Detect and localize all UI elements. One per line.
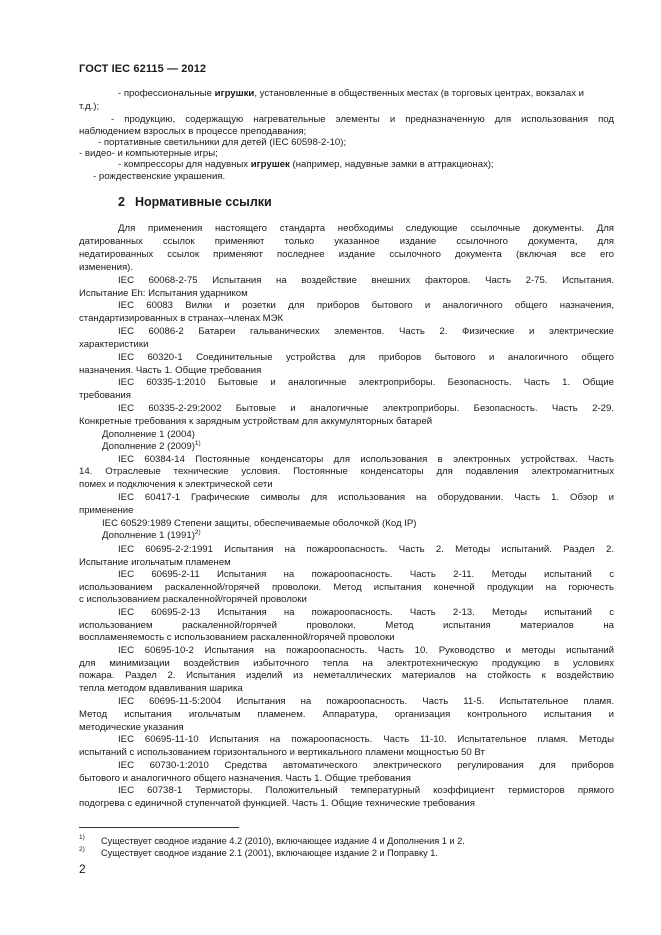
reference-line: с использованием раскаленной/горячей проволоки [79, 594, 307, 605]
reference-line: Дополнение 1 (2004) [102, 429, 195, 440]
body-line: изменения). [79, 262, 134, 273]
section-heading [118, 195, 272, 209]
reference-line: бытового и аналогичного общего назначения. Часть 1. Общие требования [79, 773, 411, 784]
reference-line: IEC 60335-1:2010 Бытовые и аналогичные электроприборы. Безопасность. Часть 1. Общие [118, 377, 614, 388]
footnote-text: Существует сводное издание 2.1 (2001), включающее издание 2 и Поправку 1. [101, 848, 438, 858]
reference-line: IEC 60384-14 Постоянные конденсаторы для использования в электронных устройствах. Часть [118, 454, 614, 465]
reference-line: характеристики [79, 339, 149, 350]
reference-line: IEC 60695-11-5:2004 Испытания на пожароопасность. Часть 11-5. Испытательное пламя. [118, 696, 614, 707]
reference-line: IEC 60335-2-29:2002 Бытовые и аналогичные электроприборы. Безопасность. Часть 2-29. [118, 403, 614, 414]
reference-line: IEC 60086-2 Батареи гальванических элементов. Часть 2. Физические и электрические [118, 326, 614, 337]
reference-line: помех и подключения к электрической сети [79, 479, 273, 490]
reference-line: Испытание игольчатым пламенем [79, 557, 231, 568]
reference-line: стандартизированных в странах–членах МЭК [79, 313, 284, 324]
list-item: - компрессоры для надувных игрушек (например, надувные замки в аттракционах); [118, 159, 494, 170]
reference-line: Дополнение 1 $(1991)^{2)}$ [102, 529, 201, 541]
reference-line: IEC 60529:1989 Степени защиты, обеспечиваемые оболочкой (Код IP) [102, 518, 417, 529]
list-item: - видео- и компьютерные игры; [79, 148, 218, 159]
reference-line: IEC 60695-11-10 Испытания на пожароопасность. Часть 11-10. Испытательное пламя. Методы [118, 734, 614, 745]
reference-line: Метод испытания игольчатым пламенем. Аппаратура, организация контрольного испытания и [79, 709, 614, 720]
reference-line: IEC 60417-1 Графические символы для использования на оборудовании. Часть 1. Обзор и [118, 492, 614, 503]
reference-line: IEC 60695-2-13 Испытания на пожароопасность. Часть 2-13. Методы испытаний с [118, 607, 614, 618]
list-item: - рождественские украшения. [93, 171, 226, 182]
footnote-mark: 1) [79, 834, 85, 841]
section-number: 2 [118, 195, 125, 209]
footnote-ref: 1) [194, 440, 201, 447]
reference-line: IEC 60068-2-75 Испытания на воздействие внешних факторов. Часть 2-75. Испытания. [118, 275, 614, 286]
reference-line: методические указания [79, 722, 184, 733]
reference-line: применение [79, 505, 134, 516]
footnote-ref: 2) [194, 529, 201, 536]
reference-line: IEC 60738-1 Термисторы. Положительный температурный коэффициент термисторов прямого [118, 785, 614, 796]
list-item: т.д.); [79, 101, 100, 112]
list-item: наблюдением взрослых в процессе преподавания; [79, 126, 307, 137]
reference-line: использованием раскаленной/горячей проволоки. Метод испытания конечной продукции на горючесть [79, 582, 614, 593]
reference-line: испытаний с использованием горизонтального и вертикального пламени мощностью 50 Вт [79, 747, 485, 758]
reference-line: использованием раскаленной/горячей проволоки. Метод испытания материалов на [79, 620, 614, 631]
reference-line: требования [79, 390, 131, 401]
reference-line: воспламеняемость с использованием раскаленной/горячей проволоки [79, 632, 395, 643]
reference-line: IEC 60730-1:2010 Средства автоматического электрического регулирования для приборов [118, 760, 614, 771]
list-item: - портативные светильники для детей (IEC 60598-2-10); [98, 137, 347, 148]
body-line: Для применения настоящего стандарта необходимы следующие ссылочные документы. Для [118, 223, 614, 234]
reference-line: 14. Отраслевые технические условия. Постоянные конденсаторы для подавления электромагнитных [79, 466, 614, 477]
footnote [79, 847, 438, 859]
section-title: Нормативные ссылки [134, 195, 272, 209]
footnote-divider [79, 827, 239, 828]
list-item: - профессиональные игрушки, установленные в общественных местах (в торговых центрах, вокзалах и [118, 88, 585, 99]
page-number: 2 [79, 862, 86, 876]
reference-line: Конкретные требования к зарядным устройствам для аккумуляторных батарей [79, 416, 433, 427]
reference-line: подогрева с единичной ступенчатой функцией. Часть 1. Общие технические требования [79, 798, 475, 809]
reference-line: для минимизации воздействия избыточного тепла на электротехническую продукцию в условиях [79, 658, 614, 669]
footnote-text: Существует сводное издание 4.2 (2010), включающее издание 4 и Дополнения 1 и 2. [101, 836, 465, 846]
reference-line: IEC 60695-2-2:1991 Испытания на пожароопасность. Часть 2. Методы испытаний. Раздел 2. [118, 544, 614, 555]
document-header: ГОСТ IEC 62115 — 2012 [79, 63, 207, 75]
body-line: датированных ссылок применяют только указанное издание ссылочного документа, для [79, 236, 614, 247]
reference-line: IEC 60695-2-11 Испытания на пожароопасность. Часть 2-11. Методы испытаний с [118, 569, 614, 580]
list-item: - продукцию, содержащую нагревательные элементы и предназначенную для использования под [111, 114, 614, 125]
reference-line: Дополнение 2 $(2009)^{1)}$ [102, 440, 201, 452]
reference-line: IEC 60695-10-2 Испытания на пожароопасность. Часть 10. Руководство и методы испытаний [118, 645, 614, 656]
reference-line: IEC 60320-1 Соединительные устройства для приборов бытового и аналогичного общего [118, 352, 614, 363]
reference-line: пожара. Раздел 2. Испытания изделий из неметаллических материалов на стойкость к воздействию [79, 670, 614, 681]
reference-line: тепла методом вдавливания шарика [79, 683, 243, 694]
body-line: недатированных ссылок применяют последнее издание ссылочного документа (включая все его [79, 249, 614, 260]
footnote-mark: 2) [79, 846, 85, 853]
reference-line: Испытание Eh: Испытания ударником [79, 288, 248, 299]
footnote [79, 835, 465, 847]
reference-line: назначения. Часть 1. Общие требования [79, 365, 262, 376]
reference-line: IEC 60083 Вилки и розетки для приборов бытового и аналогичного общего назначения, [118, 300, 614, 311]
